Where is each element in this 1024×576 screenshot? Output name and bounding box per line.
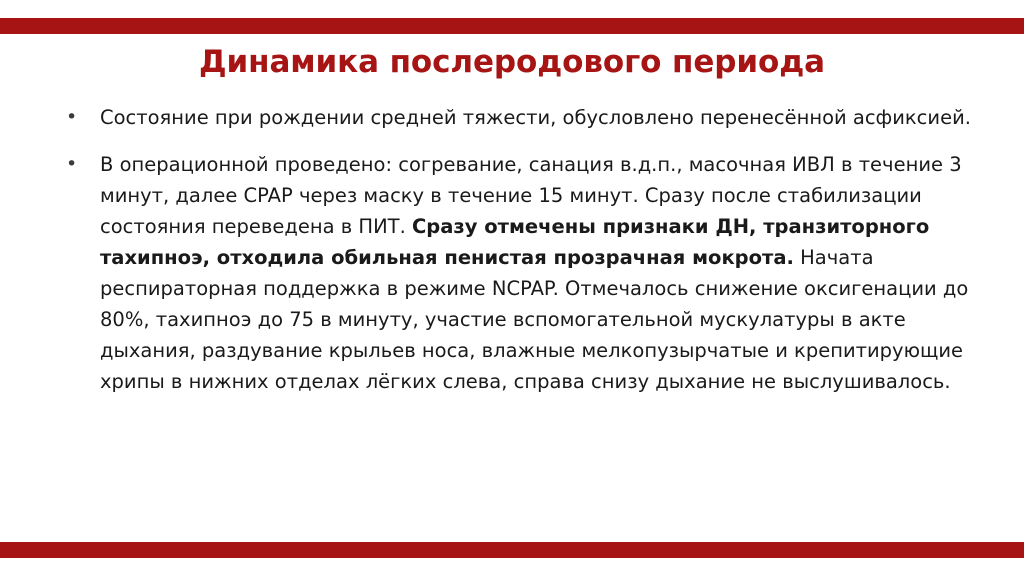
bullet-text-1 — [100, 102, 978, 133]
bullet-2-segment-2: Начата респираторная поддержка в режиме NCPAP. Отмечалось снижение оксигенации до 80%, тахипноэ до 75 в минуту, участие вспомогательной мускулатуры в акте дыхания, раздувание крыльев носа, влажные мелкопузырчатые и крепитирующие хрипы в нижних отделах лёгких слева, справа снизу дыхание не выслушивалось. — [100, 246, 969, 393]
list-item — [48, 102, 978, 133]
bullet-2-segment-1-bold: Сразу отмечены признаки ДН, транзиторного тахипноэ, отходила обильная пенистая прозрачная мокрота. — [100, 215, 930, 269]
bottom-accent-bar — [0, 542, 1024, 558]
page-title: Динамика послеродового периода — [199, 44, 825, 80]
bullet-marker: • — [66, 153, 78, 175]
list-item — [48, 149, 978, 397]
bullet-1-segment-0: Состояние при рождении средней тяжести, обусловлено перенесённой асфиксией. — [100, 106, 971, 129]
slide-body — [48, 102, 978, 413]
bullet-2-segment-0: В операционной проведено: согревание, санация в.д.п., масочная ИВЛ в течение 3 минут, далее CPAP через маску в течение 15 минут. Сразу после стабилизации состояния переведена в ПИТ. — [100, 153, 962, 238]
bullet-text-2 — [100, 149, 978, 397]
bullet-marker: • — [66, 106, 78, 128]
top-accent-bar — [0, 18, 1024, 34]
